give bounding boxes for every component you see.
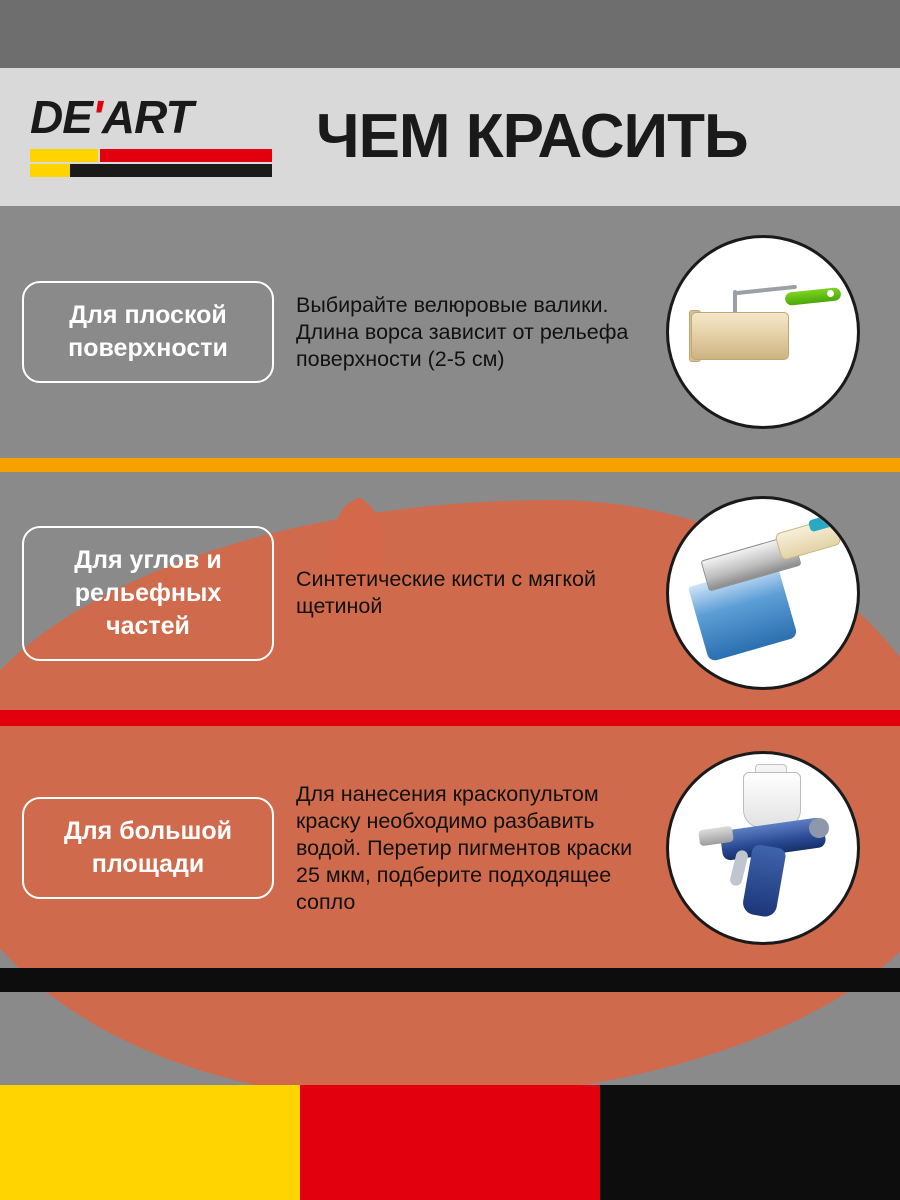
section-flat-surface <box>0 206 900 458</box>
bottom-flag <box>0 1085 900 1200</box>
spray-gun-knob-icon <box>809 818 829 838</box>
paint-brush-photo <box>666 496 860 690</box>
roller-sleeve-icon <box>691 312 789 360</box>
description-corners-relief: Синтетические кисти с мягкой щетиной <box>296 567 596 618</box>
divider-red <box>0 710 900 726</box>
top-grey-strip <box>0 0 900 68</box>
pill-label-large-area: Для большой площади <box>22 797 274 899</box>
logo-apostrophe: ' <box>91 91 102 143</box>
spray-gun-cup-icon <box>743 772 801 828</box>
flag-stripe-red <box>300 1085 600 1200</box>
flag-stripe-yellow <box>0 1085 300 1200</box>
logo-text-art: ART <box>101 91 193 143</box>
paint-roller-photo <box>666 235 860 429</box>
logo-bar-yellow-lower <box>30 164 70 177</box>
logo-flag-bars <box>30 149 272 177</box>
logo-bar-yellow <box>30 149 98 162</box>
section-corners-relief <box>0 476 900 710</box>
divider-orange <box>0 458 900 472</box>
description-flat-surface: Выбирайте велюровые валики. Длина ворса зависит от рельефа поверхности (2-5 см) <box>296 292 629 371</box>
spray-gun-photo <box>666 751 860 945</box>
flag-stripe-black <box>600 1085 900 1200</box>
pill-label-flat-surface: Для плоской поверхности <box>22 281 274 383</box>
section-large-area <box>0 728 900 968</box>
page-title: ЧЕМ КРАСИТЬ <box>316 102 748 171</box>
header <box>0 68 900 206</box>
roller-handle-cap-icon <box>827 290 834 297</box>
logo-bar-red <box>100 149 272 162</box>
divider-black <box>0 968 900 992</box>
logo-text-de: DE <box>30 91 92 143</box>
description-large-area: Для нанесения краскопультом краску необходимо разбавить водой. Перетир пигментов краски 25 мкм, подберите подходящее сопло <box>296 781 633 914</box>
deart-logo <box>30 91 280 183</box>
pill-label-corners-relief: Для углов и рельефных частей <box>22 526 274 661</box>
roller-handle-icon <box>784 287 841 306</box>
logo-wordmark <box>30 93 193 141</box>
